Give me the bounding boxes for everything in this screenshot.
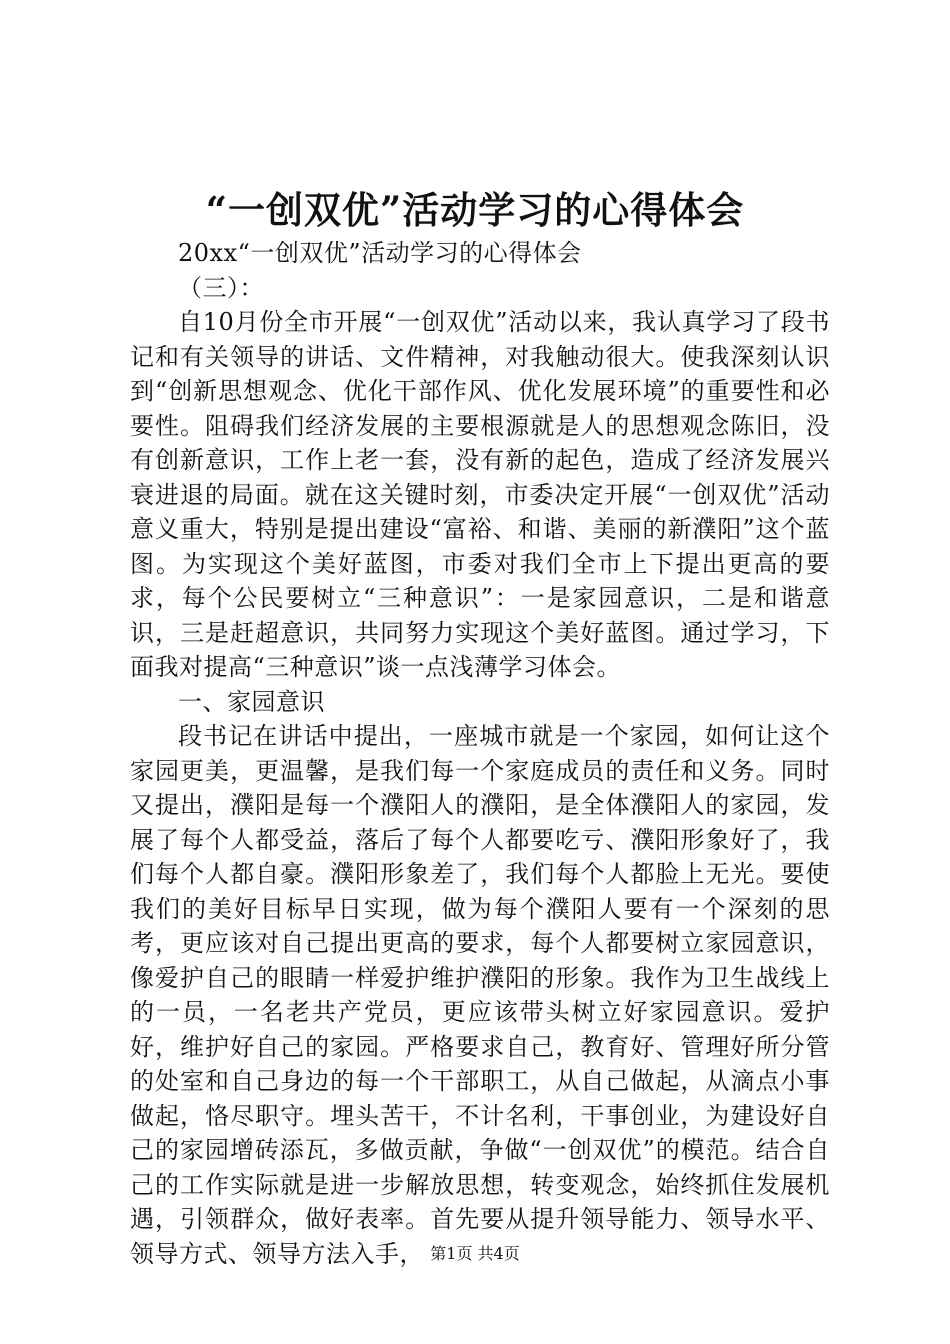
document-title: “一创双优”活动学习的心得体会 <box>205 188 745 232</box>
subtitle-part: （三）： <box>178 273 264 302</box>
subtitle: 20xx“一创双优”活动学习的心得体会 <box>178 239 582 267</box>
paragraph-home-awareness: 段书记在讲话中提出，一座城市就是一个家园，如何让这个家园更美，更温馨，是我们每一个家庭成员的责任和义务。同时又提出，濮阳是每一个濮阳人的濮阳，是全体濮阳人的家园，发展了每个人都受益，落后了每个人都要吃亏、濮阳形象好了，我们每个人都自豪。濮阳形象差了，我们每个人都脸上无光。要使我们的美好目标早日实现，做为每个濮阳人要有一个深刻的思考，更应该对自己提出更高的要求，每个人都要树立家园意识，像爱护自己的眼睛一样爱护维护濮阳的形象。我作为卫生战线上的一员，一名老共产党员，更应该带头树立好家园意识。爱护好，维护好自己的家园。严格要求自己，教育好、管理好所分管的处室和自己身边的每一个干部职工，从自己做起，从滴点小事做起，恪尽职守。埋头苦干，不计名利，干事创业，为建设好自己的家园增砖添瓦，多做贡献，争做“一创双优”的模范。结合自己的工作实际就是进一步解放思想，转变观念，始终抓住发展机遇，引领群众，做好表率。首先要从提升领导能力、领导水平、领导方式、领导方法入手， <box>130 722 830 1268</box>
paragraph-intro: 自10月份全市开展“一创双优”活动以来，我认真学习了段书记和有关领导的讲话、文件精神，对我触动很大。使我深刻认识到“创新思想观念、优化干部作风、优化发展环境”的重要性和必要性。阻碍我们经济发展的主要根源就是人的思想观念陈旧，没有创新意识，工作上老一套，没有新的起色，造成了经济发展兴衰进退的局面。就在这关键时刻，市委决定开展“一创双优”活动意义重大，特别是提出建设“富裕、和谐、美丽的新濮阳”这个蓝图。为实现这个美好蓝图，市委对我们全市上下提出更高的要求，每个公民要树立“三种意识”：一是家园意识，二是和谐意识，三是赶超意识，共同努力实现这个美好蓝图。通过学习，下面我对提高“三种意识”谈一点浅薄学习体会。 <box>130 308 830 681</box>
document-body <box>130 236 830 1271</box>
section-heading-home-awareness: 一、家园意识 <box>178 687 325 716</box>
page-footer: 第1页 共4页 <box>430 1244 520 1263</box>
